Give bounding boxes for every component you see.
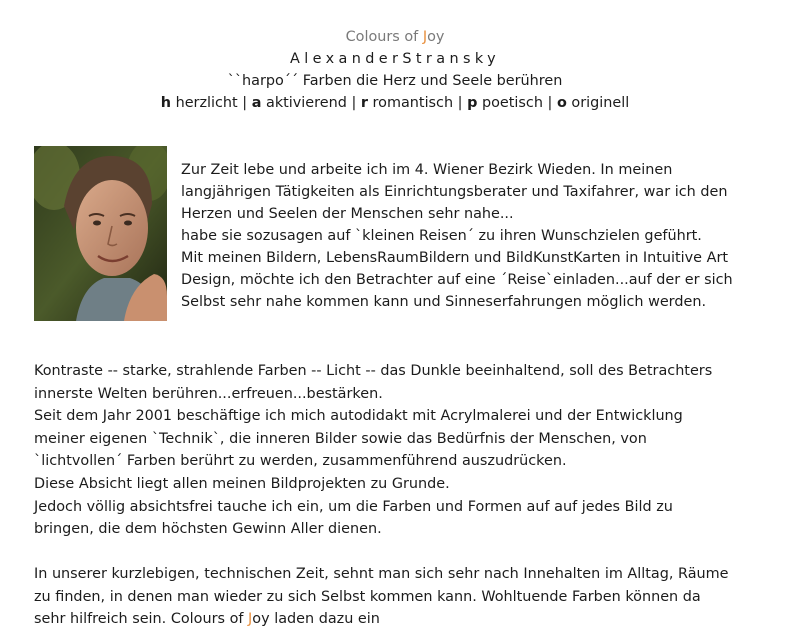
text-line <box>34 608 774 631</box>
text-line: `lichtvollen´ Farben berührt zu werden, zusammenführend auszudrücken. <box>34 453 567 470</box>
acrostic-separator: | <box>237 95 252 111</box>
text-line: bringen, die dem höchsten Gewinn Aller dienen. <box>34 521 382 538</box>
slogan: ``harpo´´ Farben die Herz und Seele berühren <box>227 73 563 89</box>
portrait-icon <box>34 146 167 321</box>
acrostic-letter: h <box>160 95 171 111</box>
text-line: meiner eigenen `Technik`, die inneren Bilder sowie das Bedürfnis der Menschen, von <box>34 430 647 447</box>
text-line: Diese Absicht liegt allen meinen Bildprojekten zu Grunde. <box>34 475 450 492</box>
brand-accent-letter: J <box>248 611 253 628</box>
text-line: Seit dem Jahr 2001 beschäftige ich mich autodidakt mit Acrylmalerei und der Entwicklung <box>34 408 683 425</box>
acrostic-word: poetisch <box>477 95 543 111</box>
brand-text: Colours of <box>345 29 423 45</box>
acrostic-word: aktivierend <box>261 95 347 111</box>
acrostic-letter: o <box>556 95 567 111</box>
acrostic-letter: r <box>360 95 368 111</box>
text-fragment: sehr hilfreich sein. Colours of <box>34 611 249 628</box>
text-line: zu finden, in denen man wieder zu sich Selbst kommen kann. Wohltuende Farben können da <box>34 588 701 605</box>
acrostic-word: romantisch <box>367 95 454 111</box>
artist-name: AlexanderStransky <box>289 51 501 67</box>
text-line: Kontraste -- starke, strahlende Farben -- Licht -- das Dunkle beeinhaltend, soll des Betrachters <box>34 363 713 379</box>
text-line: Jedoch völlig absichtsfrei tauche ich ein, um die Farben und Formen auf auf jedes Bild zu <box>34 498 673 515</box>
text-line: Herzen und Seelen der Menschen sehr nahe... <box>181 206 514 222</box>
text-line: langjährigen Tätigkeiten als Einrichtungsberater und Taxifahrer, war ich den <box>181 184 728 200</box>
text-line: innerste Welten berühren...erfreuen...bestärken. <box>34 385 383 402</box>
text-line: Zur Zeit lebe und arbeite ich im 4. Wiener Bezirk Wieden. In meinen <box>181 162 673 178</box>
paragraph-2 <box>34 563 774 631</box>
text-line: Selbst sehr nahe kommen kann und Sinneserfahrungen möglich werden. <box>181 294 707 310</box>
brand-accent-letter: J <box>422 29 428 45</box>
text-line: In unserer kurzlebigen, technischen Zeit, sehnt man sich sehr nach Innehalten im Alltag, Räume <box>34 566 729 582</box>
text-line: Mit meinen Bildern, LebensRaumBildern und BildKunstKarten in Intuitive Art <box>181 250 729 266</box>
portrait-photo <box>34 146 167 321</box>
acrostic-separator: | <box>453 95 468 111</box>
acrostic-letter: p <box>467 95 478 111</box>
text-line: habe sie sozusagen auf `kleinen Reisen´ zu ihren Wunschzielen geführt. <box>181 228 702 244</box>
acrostic-letter: a <box>251 95 262 111</box>
acrostic-word: herzlicht <box>171 95 238 111</box>
intro-text <box>181 159 771 313</box>
paragraph-1 <box>34 360 774 541</box>
acrostic-separator: | <box>346 95 361 111</box>
acrostic-separator: | <box>542 95 557 111</box>
brand-text-end: oy <box>427 29 445 45</box>
acrostic-word: originell <box>566 95 630 111</box>
brand-title <box>0 26 790 48</box>
text-line: Design, möchte ich den Betrachter auf eine ´Reise`einladen...auf der er sich <box>181 272 733 288</box>
harpo-acrostic <box>0 92 790 114</box>
text-fragment: oy laden dazu ein <box>252 611 380 628</box>
